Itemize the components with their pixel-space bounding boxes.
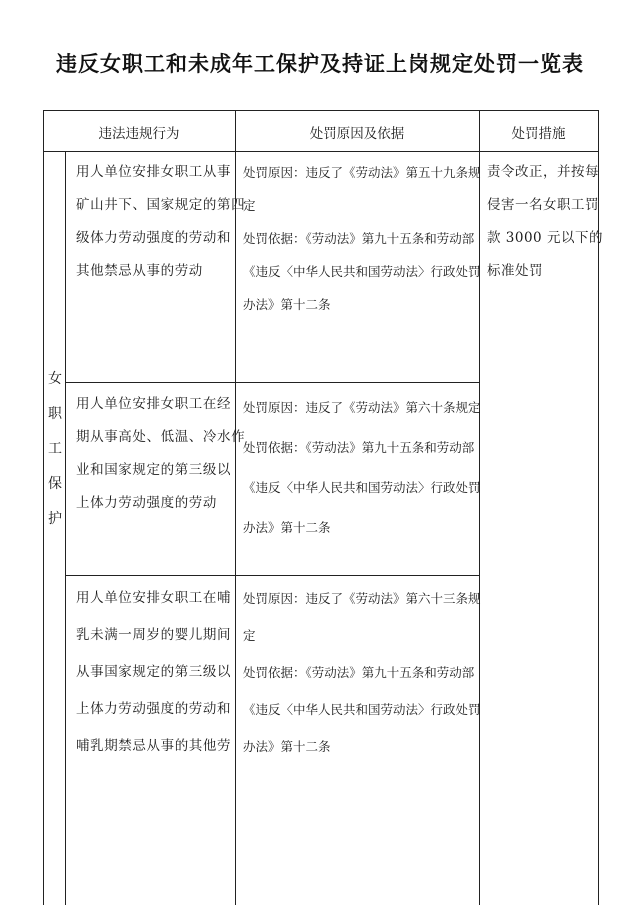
row3-behavior: 用人单位安排女职工在哺 乳未满一周岁的婴儿期间 从事国家规定的第三级以 上体力劳动强度的劳动和 哺乳期禁忌从事的其他劳 [76,590,232,754]
header-basis: 处罚原因及依据 [309,126,405,142]
section-char: 护 [48,511,62,527]
section-label-female-worker-protection [45,362,65,537]
section-char: 职 [48,406,62,422]
row2-basis: 处罚原因：违反了《劳动法》第六十条规定 处罚依据：《劳动法》第九十五条和劳动部 《违反〈中华人民共和国劳动法〉行政处罚 办法》第十二条 [243,400,481,535]
table-left-border [43,110,44,905]
section-char: 工 [48,441,62,457]
row1-bottom-border [65,382,479,383]
penalty-measure: 责令改正，并按每 侵害一名女职工罚 款 3000 元以下的 标准处罚 [487,164,603,279]
header-bottom-border [43,151,599,152]
header-behavior: 违法违规行为 [98,126,180,142]
section-char: 女 [48,371,62,387]
section-divider [65,151,66,905]
table-top-border [43,110,599,111]
header-measure: 处罚措施 [511,126,566,142]
row1-behavior: 用人单位安排女职工从事 矿山井下、国家规定的第四 级体力劳动强度的劳动和 其他禁忌从事的劳动 [76,164,246,279]
row2-bottom-border [65,575,479,576]
section-char: 保 [48,476,62,492]
row3-basis: 处罚原因：违反了《劳动法》第六十三条规 定 处罚依据：《劳动法》第九十五条和劳动部 《违反〈中华人民共和国劳动法〉行政处罚 办法》第十二条 [243,591,481,754]
row1-basis: 处罚原因：违反了《劳动法》第五十九条规 定 处罚依据：《劳动法》第九十五条和劳动部 《违反〈中华人民共和国劳动法〉行政处罚 办法》第十二条 [243,165,481,312]
row2-behavior: 用人单位安排女职工在经 期从事高处、低温、冷水作 业和国家规定的第三级以 上体力劳动强度的劳动 [76,396,246,511]
page-title: 违反女职工和未成年工保护及持证上岗规定处罚一览表 [56,52,584,76]
